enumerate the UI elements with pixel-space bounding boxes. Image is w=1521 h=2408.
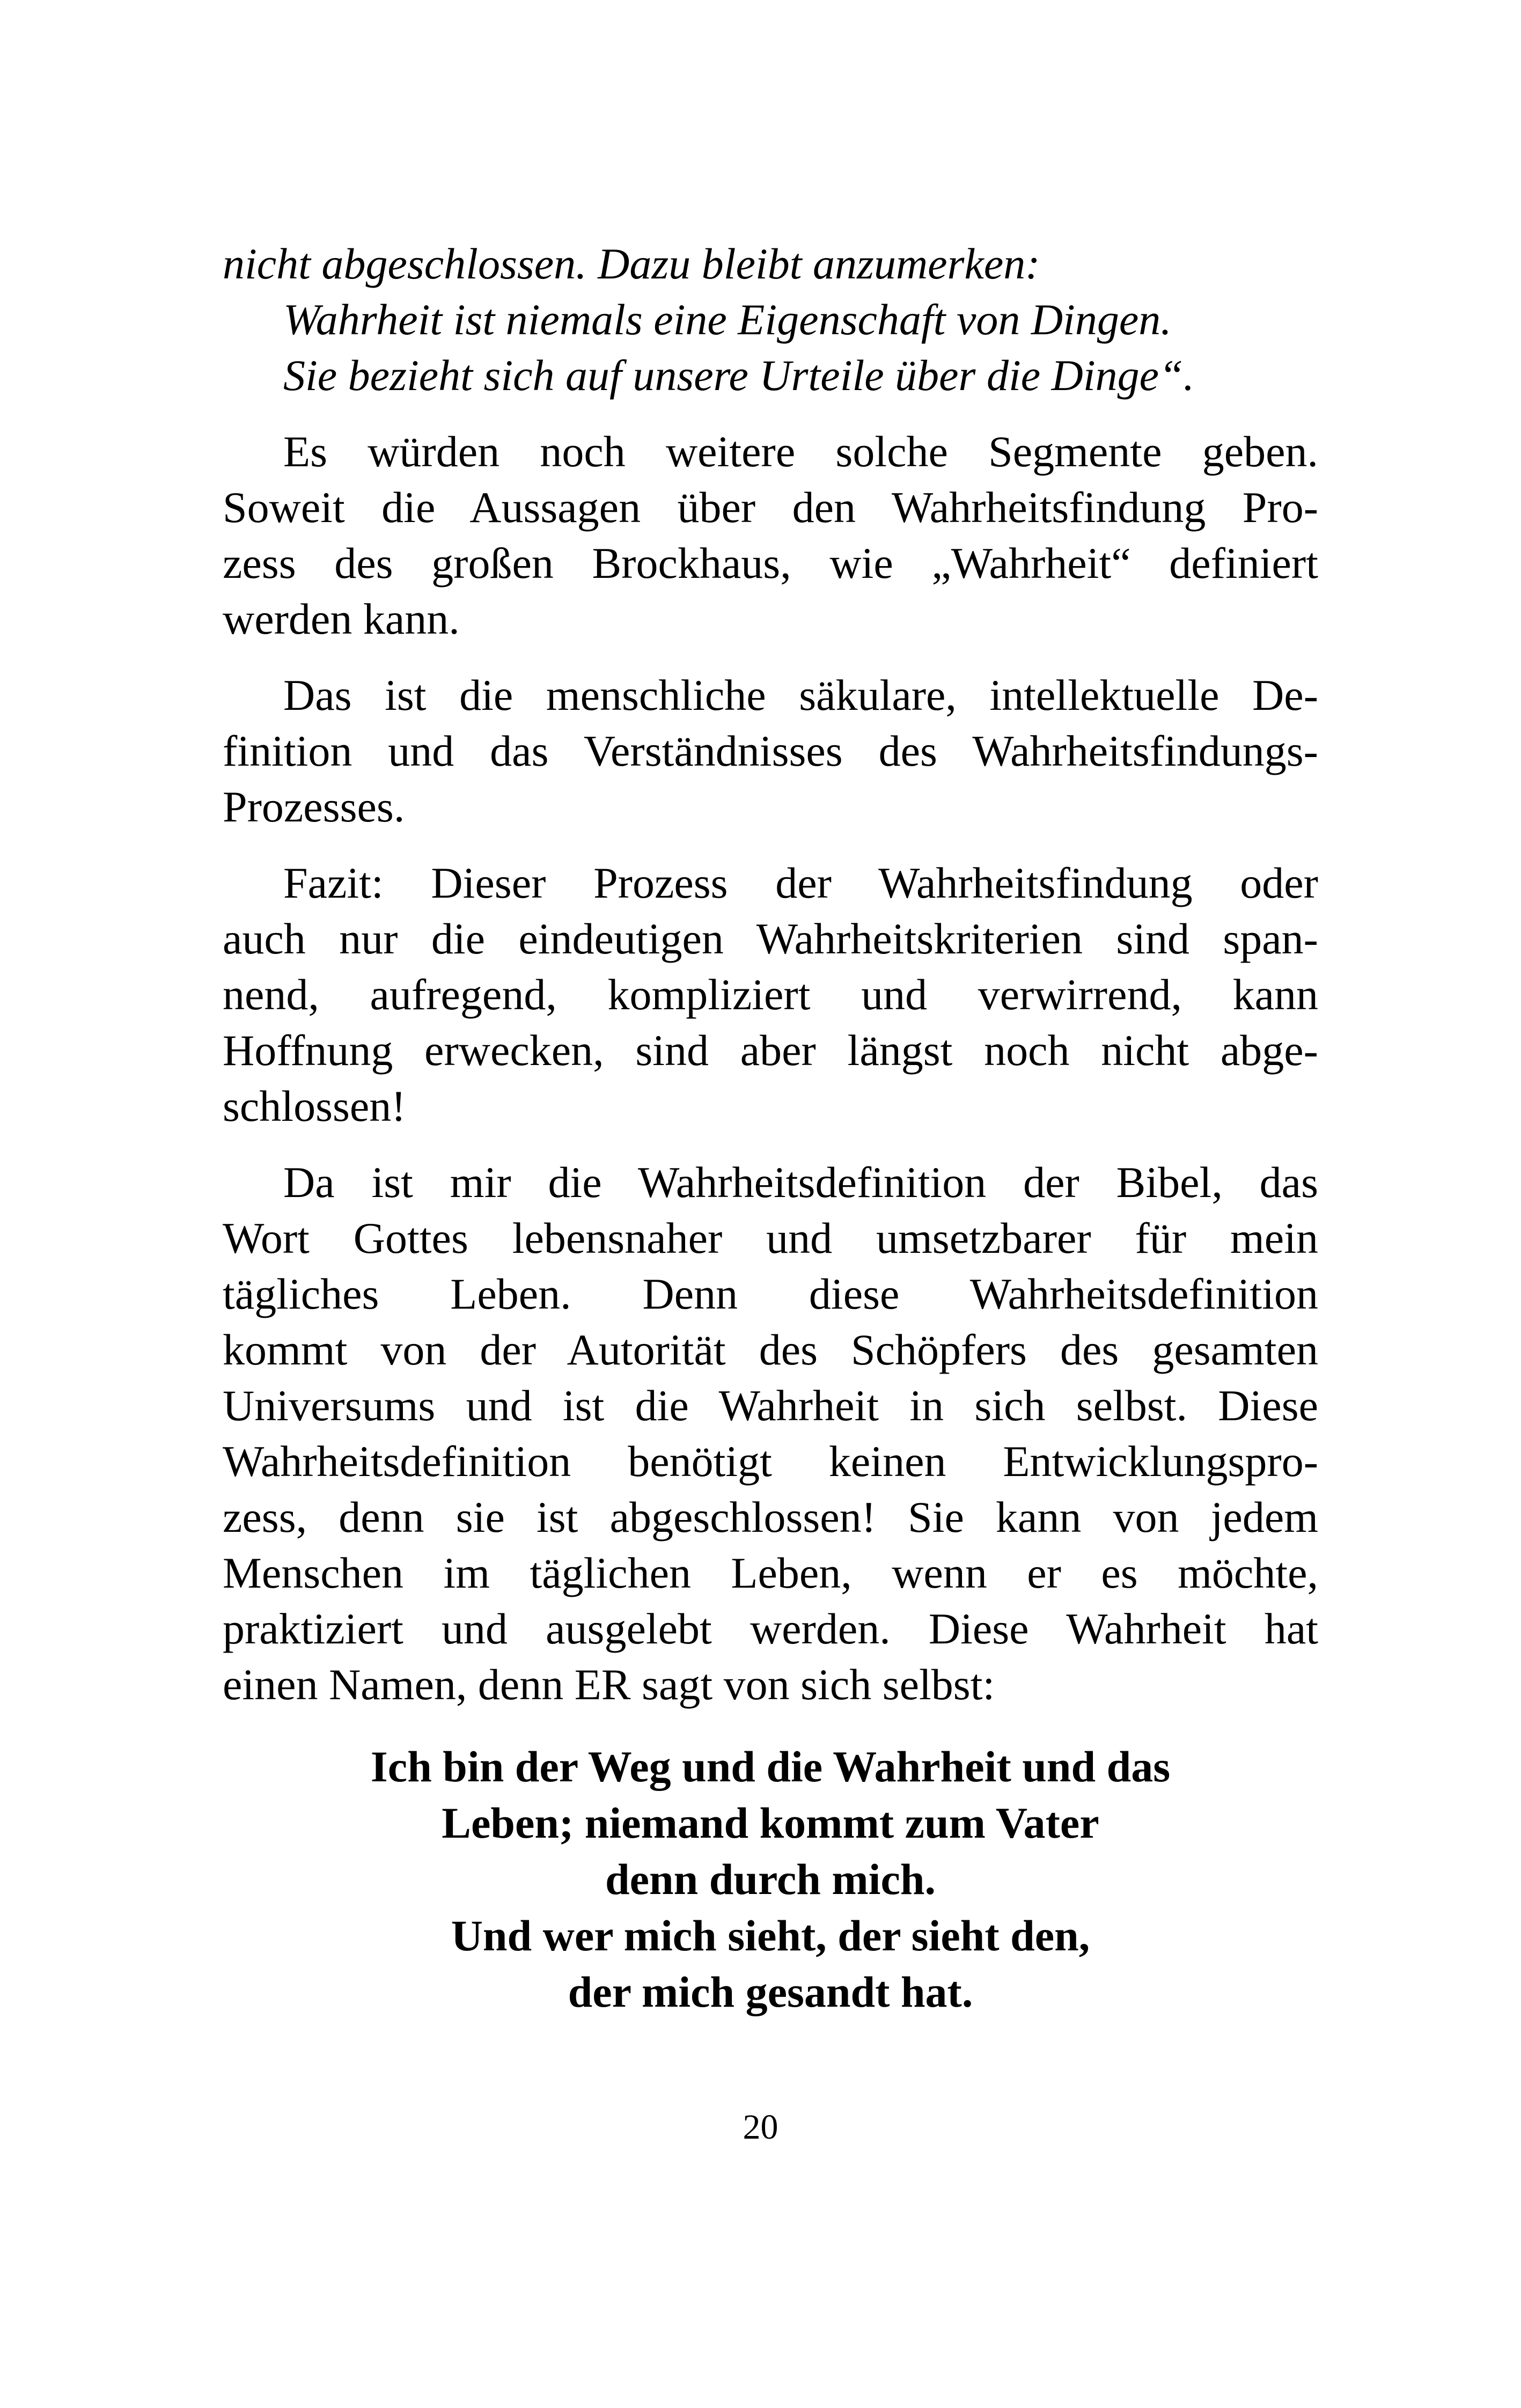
paragraph-line: Da ist mir die Wahrheitsdefinition der Bibel, das: [283, 1158, 1318, 1207]
page-number: 20: [743, 2108, 778, 2147]
verse-line: Ich bin der Weg und die Wahrheit und das: [370, 1742, 1171, 1791]
intro-quote-block: [223, 236, 1318, 403]
paragraph-line: werden kann.: [223, 594, 460, 643]
paragraph-line: finition und das Verständnisses des Wahrheitsfindungs-: [223, 726, 1318, 775]
paragraph-line: einen Namen, denn ER sagt von sich selbst:: [223, 1660, 995, 1709]
intro-line: Wahrheit ist niemals eine Eigenschaft von Dingen.: [283, 295, 1172, 344]
paragraph-line: tägliches Leben. Denn diese Wahrheitsdefinition: [223, 1269, 1318, 1318]
verse-line: Und wer mich sieht, der sieht den,: [451, 1911, 1090, 1960]
paragraph-line: Menschen im täglichen Leben, wenn er es möchte,: [223, 1548, 1318, 1597]
paragraph-segments: [223, 424, 1318, 647]
paragraph-line: zess, denn sie ist abgeschlossen! Sie kann von jedem: [223, 1493, 1318, 1541]
paragraph-bible-truth: [223, 1155, 1318, 1713]
paragraph-line: zess des großen Brockhaus, wie „Wahrheit“ definiert: [223, 539, 1318, 588]
paragraph-line: Universums und ist die Wahrheit in sich selbst. Diese: [223, 1381, 1318, 1430]
verse-line: denn durch mich.: [605, 1855, 936, 1904]
verse-line: der mich gesandt hat.: [568, 1967, 973, 2016]
paragraph-line: auch nur die eindeutigen Wahrheitskriterien sind span-: [223, 914, 1318, 963]
paragraph-line: Das ist die menschliche säkulare, intellektuelle De-: [283, 671, 1318, 720]
paragraph-line: kommt von der Autorität des Schöpfers des gesamten: [223, 1325, 1318, 1374]
paragraph-line: Es würden noch weitere solche Segmente geben.: [283, 427, 1318, 476]
paragraph-definition: [223, 667, 1318, 835]
paragraph-line: Prozesses.: [223, 782, 405, 831]
paragraph-line: praktiziert und ausgelebt werden. Diese Wahrheit hat: [223, 1604, 1318, 1653]
paragraph-line: schlossen!: [223, 1082, 406, 1130]
paragraph-line: Fazit: Dieser Prozess der Wahrheitsfindung oder: [283, 858, 1318, 907]
intro-line: Sie bezieht sich auf unsere Urteile über die Dinge“.: [283, 351, 1195, 400]
paragraph-conclusion: [223, 855, 1318, 1134]
bible-verse-block: [223, 1738, 1318, 2020]
paragraph-line: Hoffnung erwecken, sind aber längst noch nicht abge-: [223, 1026, 1318, 1075]
paragraph-line: nend, aufregend, kompliziert und verwirrend, kann: [223, 970, 1318, 1019]
intro-line: nicht abgeschlossen. Dazu bleibt anzumerken:: [223, 239, 1040, 288]
paragraph-line: Soweit die Aussagen über den Wahrheitsfindung Pro-: [223, 483, 1318, 532]
paragraph-line: Wort Gottes lebensnaher und umsetzbarer für mein: [223, 1214, 1318, 1262]
page-content: [223, 236, 1318, 2020]
verse-line: Leben; niemand kommt zum Vater: [442, 1798, 1099, 1847]
paragraph-line: Wahrheitsdefinition benötigt keinen Entwicklungspro-: [223, 1437, 1318, 1486]
